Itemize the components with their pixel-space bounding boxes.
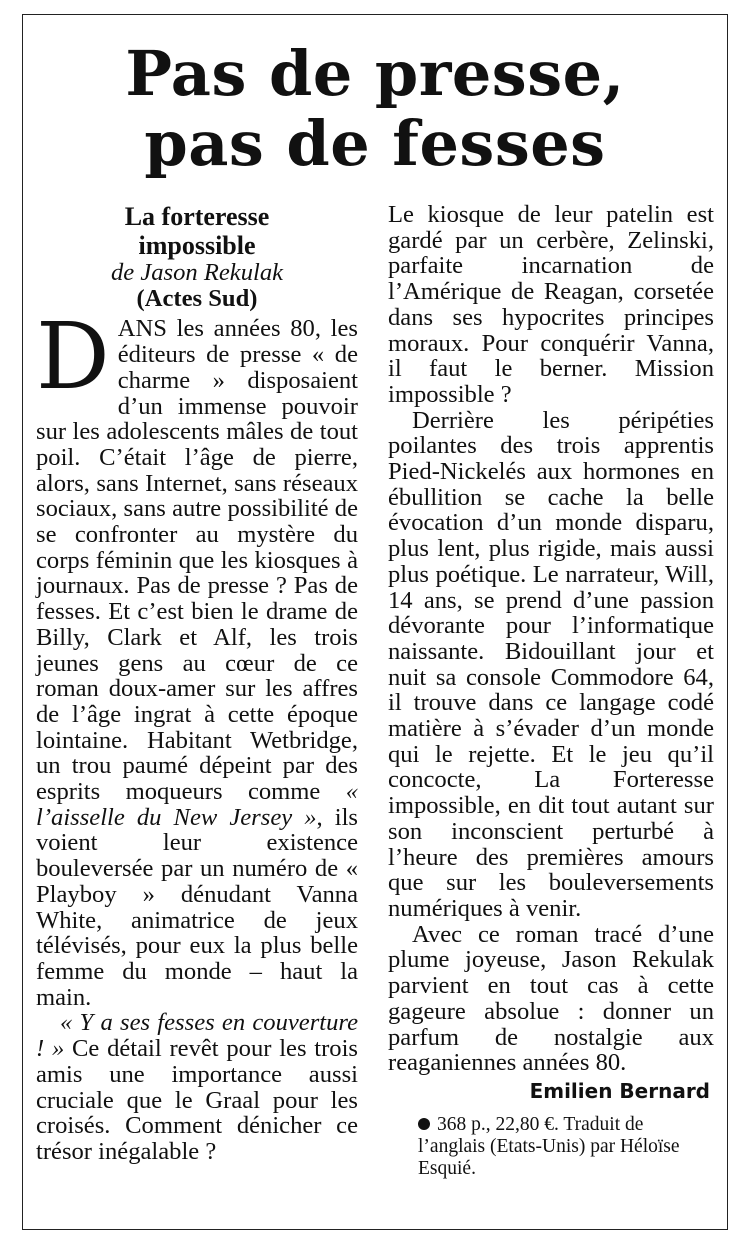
book-title — [36, 202, 358, 260]
right-column — [388, 202, 714, 1180]
headline-line-2: pas de fesses — [144, 107, 606, 180]
book-title-line-1: La forteresse — [124, 202, 270, 231]
paragraph-1-text: ANS les années 80, les éditeurs de presse « de charme » disposaient d’un immense pouvoir sur les adolescents mâles de tout poil. C’était l’âge de pierre, alors, sans Internet, sans réseaux sociaux, sans autre possibilité de se confronter au mystère du corps féminin que les kiosques à journaux. Pas de presse ? Pas de fesses. Et c’est bien le drame de Billy, Clark et Alf, les trois jeunes gens au cœur de ce roman doux-amer sur les affres de l’âge ingrat à cette époque lointaine. Habitant Wetbridge, un trou paumé dépeint par des esprits moqueurs comme — [36, 315, 358, 806]
headline — [23, 39, 727, 179]
book-author: de Jason Rekulak — [110, 259, 284, 286]
paragraph-2-text: Ce détail revêt pour les trois amis une importance aussi cruciale que le Graal pour les croisés. Comment dénicher ce trésor inégalable ? — [36, 1035, 358, 1165]
paragraph-2 — [36, 1010, 358, 1164]
paragraph-4: Derrière les péripéties poilantes des trois apprentis Pied-Nickelés aux hormones en ébullition se cache la belle évocation d’un monde disparu, plus lent, plus rigide, mais aussi plus poétique. Le narrateur, Will, 14 ans, se prend d’une passion dévorante pour l’informatique naissante. Bidouillant jour et nuit sa console Commodore 64, il trouve dans ce langage codé matière à s’évader d’un monde qui le rejette. Et le jeu qu’il concocte, La Forteresse impossible, en dit tout autant sur son inconscient perturbé à l’heure des premières amours que sur les bouleversements numériques à venir. — [388, 406, 714, 922]
book-publisher: (Actes Sud) — [136, 284, 258, 312]
paragraph-1-quote: « l’aisselle du New Jersey » — [36, 778, 358, 831]
author-signature: Emilien Bernard — [529, 1078, 710, 1103]
drop-cap: D — [36, 303, 110, 411]
paragraph-3: Le kiosque de leur patelin est gardé par un cerbère, Zelinski, parfaite incarnation de l’Amérique de Reagan, corsetée dans ses hypocrites principes moraux. Pour conquérir Vanna, il faut le berner. Mission impossible ? — [388, 201, 714, 408]
paragraph-2-quote: « Y a ses fesses en couverture ! » — [36, 1009, 358, 1063]
book-info — [36, 202, 358, 311]
headline-line-1: Pas de presse, — [125, 37, 625, 110]
book-details-text: 368 p., 22,80 €. Traduit de l’anglais (Etats-Unis) par Héloïse Esquié. — [418, 1113, 680, 1179]
paragraph-1-tail: , ils voient leur existence bouleversée par un numéro de « Playboy » dénudant Vanna White, animatrice de jeux télévisés, pour eux la plus belle femme du monde – haut la main. — [36, 803, 358, 1011]
paragraph-1 — [36, 303, 358, 1011]
left-column — [36, 202, 358, 1165]
book-title-line-2: impossible — [138, 231, 256, 260]
paragraph-5: Avec ce roman tracé d’une plume joyeuse, Jason Rekulak parvient en tout cas à cette gageure absolue : donner un parfum de nostalgie aux reaganiennes années 80. — [388, 920, 714, 1077]
book-details-footnote — [388, 1114, 714, 1180]
bullet-icon — [418, 1118, 430, 1130]
